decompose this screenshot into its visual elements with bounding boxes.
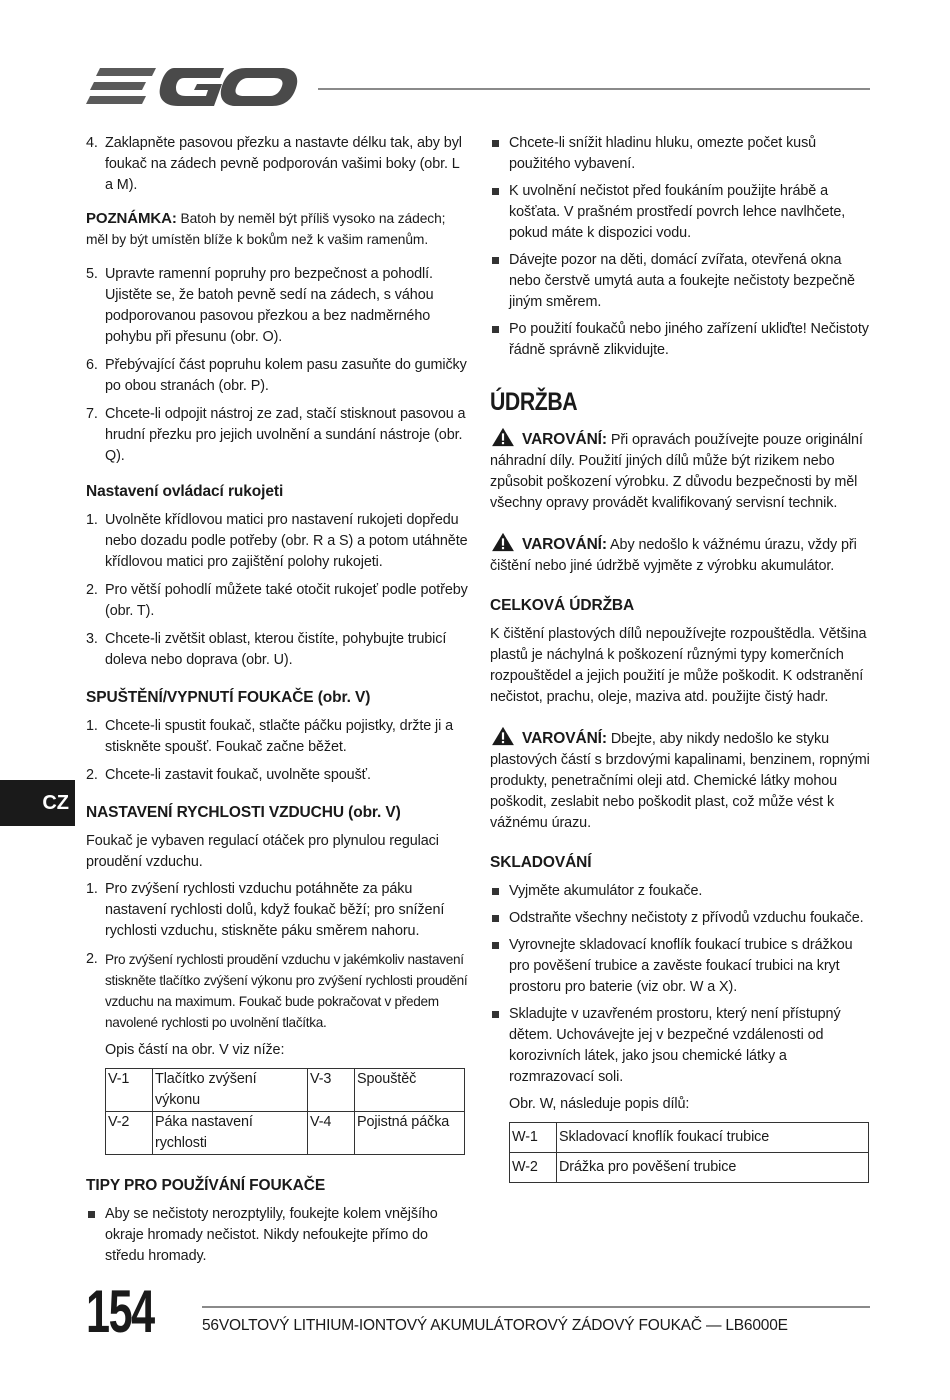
bullet-icon	[490, 133, 509, 175]
table-row	[106, 1069, 465, 1112]
step-number: 1.	[86, 512, 98, 528]
table-cell: Skladovací knoflík foukací trubice	[557, 1123, 869, 1153]
list-item	[490, 133, 872, 175]
section-title: ÚDRŽBA	[490, 388, 578, 416]
step-item	[86, 765, 468, 786]
table-caption: Opis částí na obr. V viz níže:	[105, 1042, 285, 1058]
note	[86, 208, 468, 250]
step-item	[86, 264, 468, 348]
table-cell: Drážka pro pověšení trubice	[557, 1153, 869, 1183]
step-number: 7.	[86, 406, 98, 422]
warning-text: Aby nedošlo k vážnému úrazu, vždy při čištění nebo jiné údržbě vyjměte z výrobku akumulátor.	[490, 537, 857, 574]
list-item-text: Skladujte v uzavřeném prostoru, který není přístupný dětem. Uchovávejte jej v bezpečné vzdálenosti od korozivních látek, jako jsou chemické látky a rozmrazovací soli.	[509, 1006, 841, 1085]
list-item	[490, 181, 872, 244]
step-item	[86, 949, 468, 1033]
bullet-icon	[490, 881, 509, 902]
list-item	[490, 908, 872, 929]
section-heading: SPUŠTĚNÍ/VYPNUTÍ FOUKAČE (obr. V)	[86, 689, 371, 706]
list-item	[490, 319, 872, 361]
bullet-icon	[490, 319, 509, 361]
right-column	[490, 133, 872, 1183]
bullet-icon	[490, 250, 509, 313]
step-text: Chcete-li odpojit nástroj ze zad, stačí stisknout pasovou a hrudní přezku pro jejich uvolnění a sundání nástroje (obr. Q).	[105, 406, 466, 464]
bullet-icon	[490, 935, 509, 998]
warning-icon	[490, 427, 516, 447]
warning-text: Dbejte, aby nikdy nedošlo ke styku plastových částí s brzdovými kapalinami, benzinem, ropnými produkty, penetračními oleji atd. Chemické látky mohou poškodit, zeslabit nebo poškodit plast, což může vést k vážnému úrazu.	[490, 731, 870, 831]
section-heading: Nastavení ovládací rukojeti	[86, 483, 284, 500]
header-rule	[318, 88, 870, 90]
step-number: 2.	[86, 582, 98, 598]
page-number: 154	[86, 1278, 154, 1345]
table-cell: V-2	[106, 1112, 153, 1155]
step-number: 2.	[86, 951, 98, 967]
footer-title: 56VOLTOVÝ LITHIUM-IONTOVÝ AKUMULÁTOROVÝ ZÁDOVÝ FOUKAČ — LB6000E	[202, 1317, 788, 1334]
table-cell: V-4	[308, 1112, 355, 1155]
warning-block	[490, 726, 872, 834]
step-text: Pro zvýšení rychlosti vzduchu potáhněte za páku nastavení rychlosti dolů, když foukač běží; pro snížení rychlosti vzduchu, stiskněte páku směrem nahoru.	[105, 881, 445, 939]
warning-label: VAROVÁNÍ:	[522, 536, 607, 553]
list-item	[490, 935, 872, 998]
table-cell: W-1	[510, 1123, 557, 1153]
note-label: POZNÁMKA:	[86, 210, 177, 227]
paragraph: K čištění plastových dílů nepoužívejte rozpouštědla. Většina plastů je náchylná k poškození různými typy komerčních rozpouštědel a jejich použití je může poškodit. K odstranění nečistot, prachu, oleje, maziva atd. použijte čistý hadr.	[490, 626, 867, 705]
bullet-icon	[490, 181, 509, 244]
table-row	[510, 1123, 869, 1153]
section-heading: SKLADOVÁNÍ	[490, 854, 592, 871]
table-cell: Tlačítko zvýšení výkonu	[153, 1069, 308, 1112]
note-text: Batoh by neměl být příliš vysoko na zádech; měl by být umístěn blíže k bokům než k vašim ramenům.	[86, 211, 446, 247]
section-heading: NASTAVENÍ RYCHLOSTI VZDUCHU (obr. V)	[86, 804, 401, 821]
list-item-text: Chcete-li snížit hladinu hluku, omezte počet kusů použitého vybavení.	[509, 135, 817, 172]
step-number: 4.	[86, 135, 98, 151]
step-number: 2.	[86, 767, 98, 783]
section-heading: CELKOVÁ ÚDRŽBA	[490, 597, 635, 614]
step-text: Pro zvýšení rychlosti proudění vzduchu v jakémkoliv nastavení stiskněte tlačítko zvýšení výkonu pro zvýšení rychlosti proudění vzduchu na maximum. Foukač bude pokračovat v předem navolené rychlosti po uvolnění tlačítka.	[105, 952, 468, 1030]
table-caption: Obr. W, následuje popis dílů:	[509, 1096, 690, 1112]
table-cell: Páka nastavení rychlosti	[153, 1112, 308, 1155]
step-text: Zaklapněte pasovou přezku a nastavte délku tak, aby byl foukač na zádech pevně podporován vašimi boky (obr. L a M).	[105, 135, 462, 193]
left-column	[86, 133, 468, 1273]
warning-label: VAROVÁNÍ:	[522, 431, 607, 448]
step-text: Chcete-li zvětšit oblast, kterou čistíte, pohybujte trubicí doleva nebo doprava (obr. U).	[105, 631, 447, 668]
paragraph: Foukač je vybaven regulací otáček pro plynulou regulaci proudění vzduchu.	[86, 833, 439, 870]
warning-text: Při opravách používejte pouze originální náhradní díly. Použití jiných dílů může být rizikem nebo způsobit poškození výrobku. Z důvodu bezpečnosti by měl všechny opravy provádět kvalifikovaný servisní technik.	[490, 432, 863, 511]
list-item-text: Dávejte pozor na děti, domácí zvířata, otevřená okna nebo čerstvě umytá auta a foukejte nečistoty bezpečně jiným směrem.	[509, 252, 855, 310]
ego-logo	[86, 64, 298, 114]
table-row	[510, 1153, 869, 1183]
step-text: Uvolněte křídlovou matici pro nastavení rukojeti dopředu nebo dozadu podle potřeby (obr. R a S) a potom utáhněte křídlovou matici pro zajištění polohy rukojeti.	[105, 512, 468, 570]
list-item	[490, 881, 872, 902]
step-item	[86, 580, 468, 622]
step-text: Pro větší pohodlí můžete také otočit rukojeť podle potřeby (obr. T).	[105, 582, 468, 619]
step-item	[86, 510, 468, 573]
table-cell: W-2	[510, 1153, 557, 1183]
warning-icon	[490, 726, 516, 746]
step-item	[86, 879, 468, 942]
step-number: 6.	[86, 357, 98, 373]
list-item-text: Aby se nečistoty nerozptylily, foukejte kolem vnějšího okraje hromady nečistot. Nikdy nefoukejte přímo do středu hromady.	[105, 1206, 438, 1264]
list-item	[490, 250, 872, 313]
bullet-icon	[490, 1004, 509, 1088]
step-item	[86, 404, 468, 467]
language-tab: CZ	[0, 780, 75, 826]
step-number: 5.	[86, 266, 98, 282]
list-item-text: K uvolnění nečistot před foukáním použijte hrábě a košťata. V prašném prostředí povrch lehce navlhčete, pokud máte k dispozici vodu.	[509, 183, 846, 241]
table-cell: V-1	[106, 1069, 153, 1112]
step-number: 1.	[86, 881, 98, 897]
warning-block	[490, 532, 872, 577]
warning-icon	[490, 532, 516, 552]
step-number: 1.	[86, 718, 98, 734]
parts-table-w	[509, 1122, 869, 1183]
bullet-icon	[86, 1204, 105, 1267]
step-text: Upravte ramenní popruhy pro bezpečnost a pohodlí. Ujistěte se, že batoh pevně sedí na zádech, s váhou podporovanou pasovou přezkou a bez nadměrného pohybu při přesunu (obr. O).	[105, 266, 434, 345]
step-text: Chcete-li spustit foukač, stlačte páčku pojistky, držte ji a stiskněte spoušť. Foukač začne běžet.	[105, 718, 454, 755]
footer-rule	[202, 1306, 870, 1308]
warning-label: VAROVÁNÍ:	[522, 730, 607, 747]
step-item	[86, 133, 468, 196]
list-item-text: Po použití foukačů nebo jiného zařízení ukliďte! Nečistoty řádně správně zlikvidujte.	[509, 321, 869, 358]
list-item	[490, 1004, 872, 1088]
step-number: 3.	[86, 631, 98, 647]
table-row	[106, 1112, 465, 1155]
step-item	[86, 716, 468, 758]
list-item-text: Odstraňte všechny nečistoty z přívodů vzduchu foukače.	[509, 910, 864, 926]
parts-table-v	[105, 1068, 465, 1155]
step-text: Přebývající část popruhu kolem pasu zasuňte do gumičky po obou stranách (obr. P).	[105, 357, 467, 394]
list-item-text: Vyrovnejte skladovací knoflík foukací trubice s drážkou pro pověšení trubice a zavěste foukací trubici na kryt prostoru pro baterie (viz obr. W a X).	[509, 937, 853, 995]
step-item	[86, 355, 468, 397]
step-text: Chcete-li zastavit foukač, uvolněte spoušť.	[105, 767, 371, 783]
warning-block	[490, 427, 872, 514]
table-cell: Spouštěč	[355, 1069, 465, 1112]
list-item	[86, 1204, 468, 1267]
section-heading: TIPY PRO POUŽÍVÁNÍ FOUKAČE	[86, 1177, 326, 1194]
bullet-icon	[490, 908, 509, 929]
table-cell: Pojistná páčka	[355, 1112, 465, 1155]
step-item	[86, 629, 468, 671]
list-item-text: Vyjměte akumulátor z foukače.	[509, 883, 703, 899]
table-cell: V-3	[308, 1069, 355, 1112]
